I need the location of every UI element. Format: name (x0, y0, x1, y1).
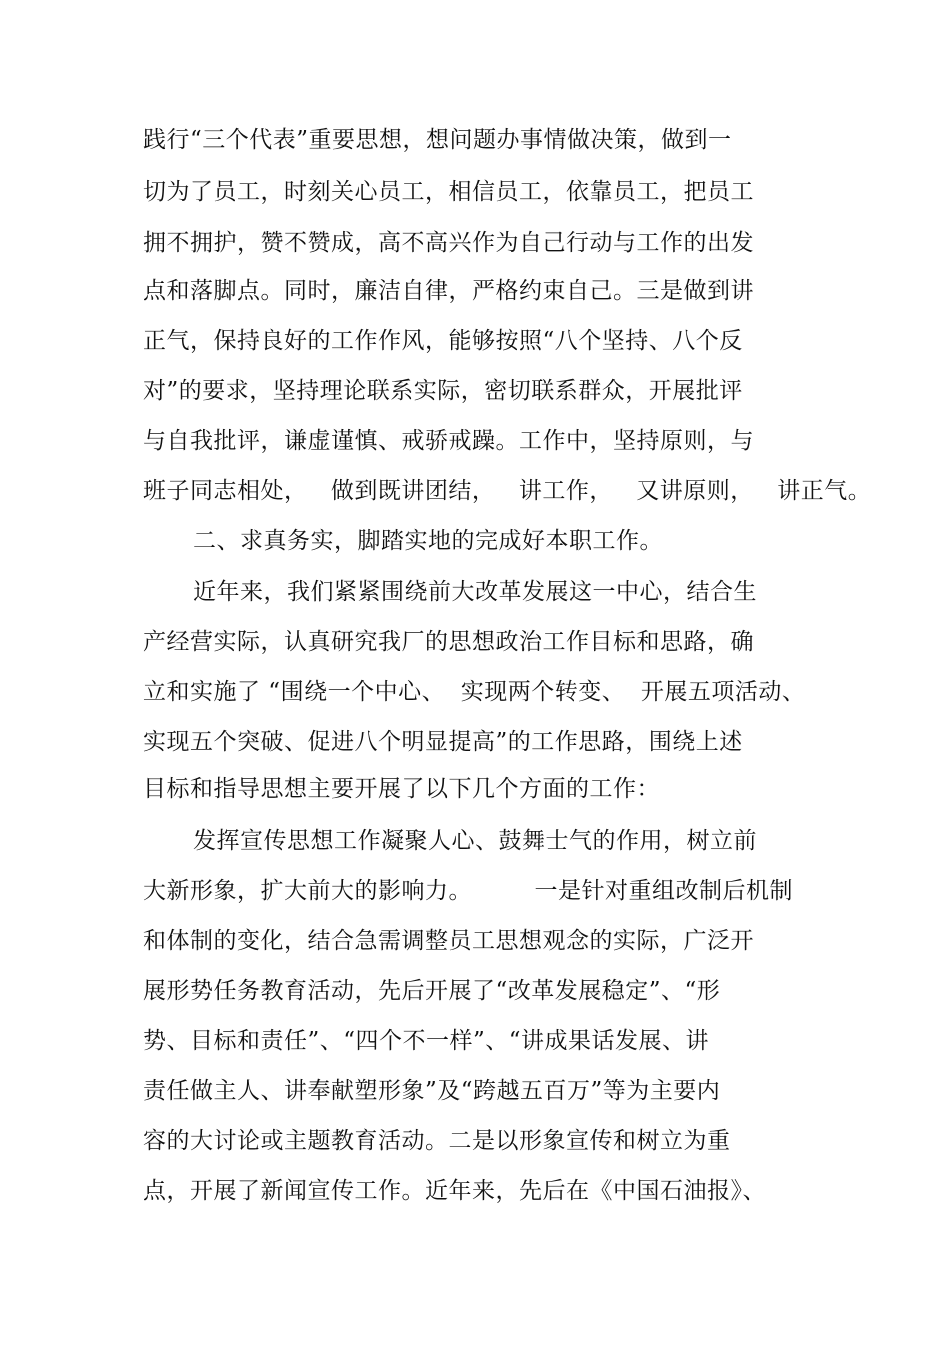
text-line: 立和实施了 “围绕一个中心、 实现两个转变、 开展五项活动、 (143, 679, 806, 705)
text-line: 对”的要求，坚持理论联系实际，密切联系群众，开展批评 (143, 378, 743, 404)
text-line: 和体制的变化，结合急需调整员工思想观念的实际，广泛开 (143, 928, 754, 954)
text-line: 班子同志相处， 做到既讲团结， 讲工作， 又讲原则， 讲正气。 (143, 478, 872, 504)
text-line: 势、目标和责任”、“四个不一样”、“讲成果话发展、讲 (143, 1028, 710, 1054)
text-line: 责任做主人、讲奉献塑形象”及“跨越五百万”等为主要内 (143, 1078, 721, 1104)
text-line: 实现五个突破、促进八个明显提高”的工作思路，围绕上述 (143, 729, 743, 755)
text-line: 切为了员工，时刻关心员工，相信员工，依靠员工，把员工 (143, 179, 754, 205)
text-line: 展形势任务教育活动，先后开展了“改革发展稳定”、“形 (143, 978, 721, 1004)
text-line: 点和落脚点。同时，廉洁自律，严格约束自己。三是做到讲 (143, 278, 754, 304)
text-line: 点，开展了新闻宣传工作。近年来，先后在《中国石油报》、 (143, 1178, 766, 1204)
text-line: 产经营实际，认真研究我厂的思想政治工作目标和思路，确 (143, 629, 754, 655)
text-line: 大新形象，扩大前大的影响力。 一是针对重组改制后机制 (143, 878, 793, 904)
text-line: 践行“三个代表”重要思想，想问题办事情做决策，做到一 (143, 127, 732, 153)
text-line: 正气，保持良好的工作作风，能够按照“八个坚持、八个反 (143, 328, 743, 354)
text-line: 与自我批评，谦虚谨慎、戒骄戒躁。工作中，坚持原则，与 (143, 428, 754, 454)
text-line: 容的大讨论或主题教育活动。二是以形象宣传和树立为重 (143, 1128, 731, 1154)
text-line: 发挥宣传思想工作凝聚人心、鼓舞士气的作用，树立前 (193, 828, 757, 854)
section-heading: 二、求真务实，脚踏实地的完成好本职工作。 (193, 528, 663, 554)
text-line: 近年来，我们紧紧围绕前大改革发展这一中心，结合生 (193, 579, 757, 605)
text-line: 目标和指导思想主要开展了以下几个方面的工作： (143, 776, 660, 802)
text-line: 拥不拥护，赞不赞成，高不高兴作为自己行动与工作的出发 (143, 230, 754, 256)
